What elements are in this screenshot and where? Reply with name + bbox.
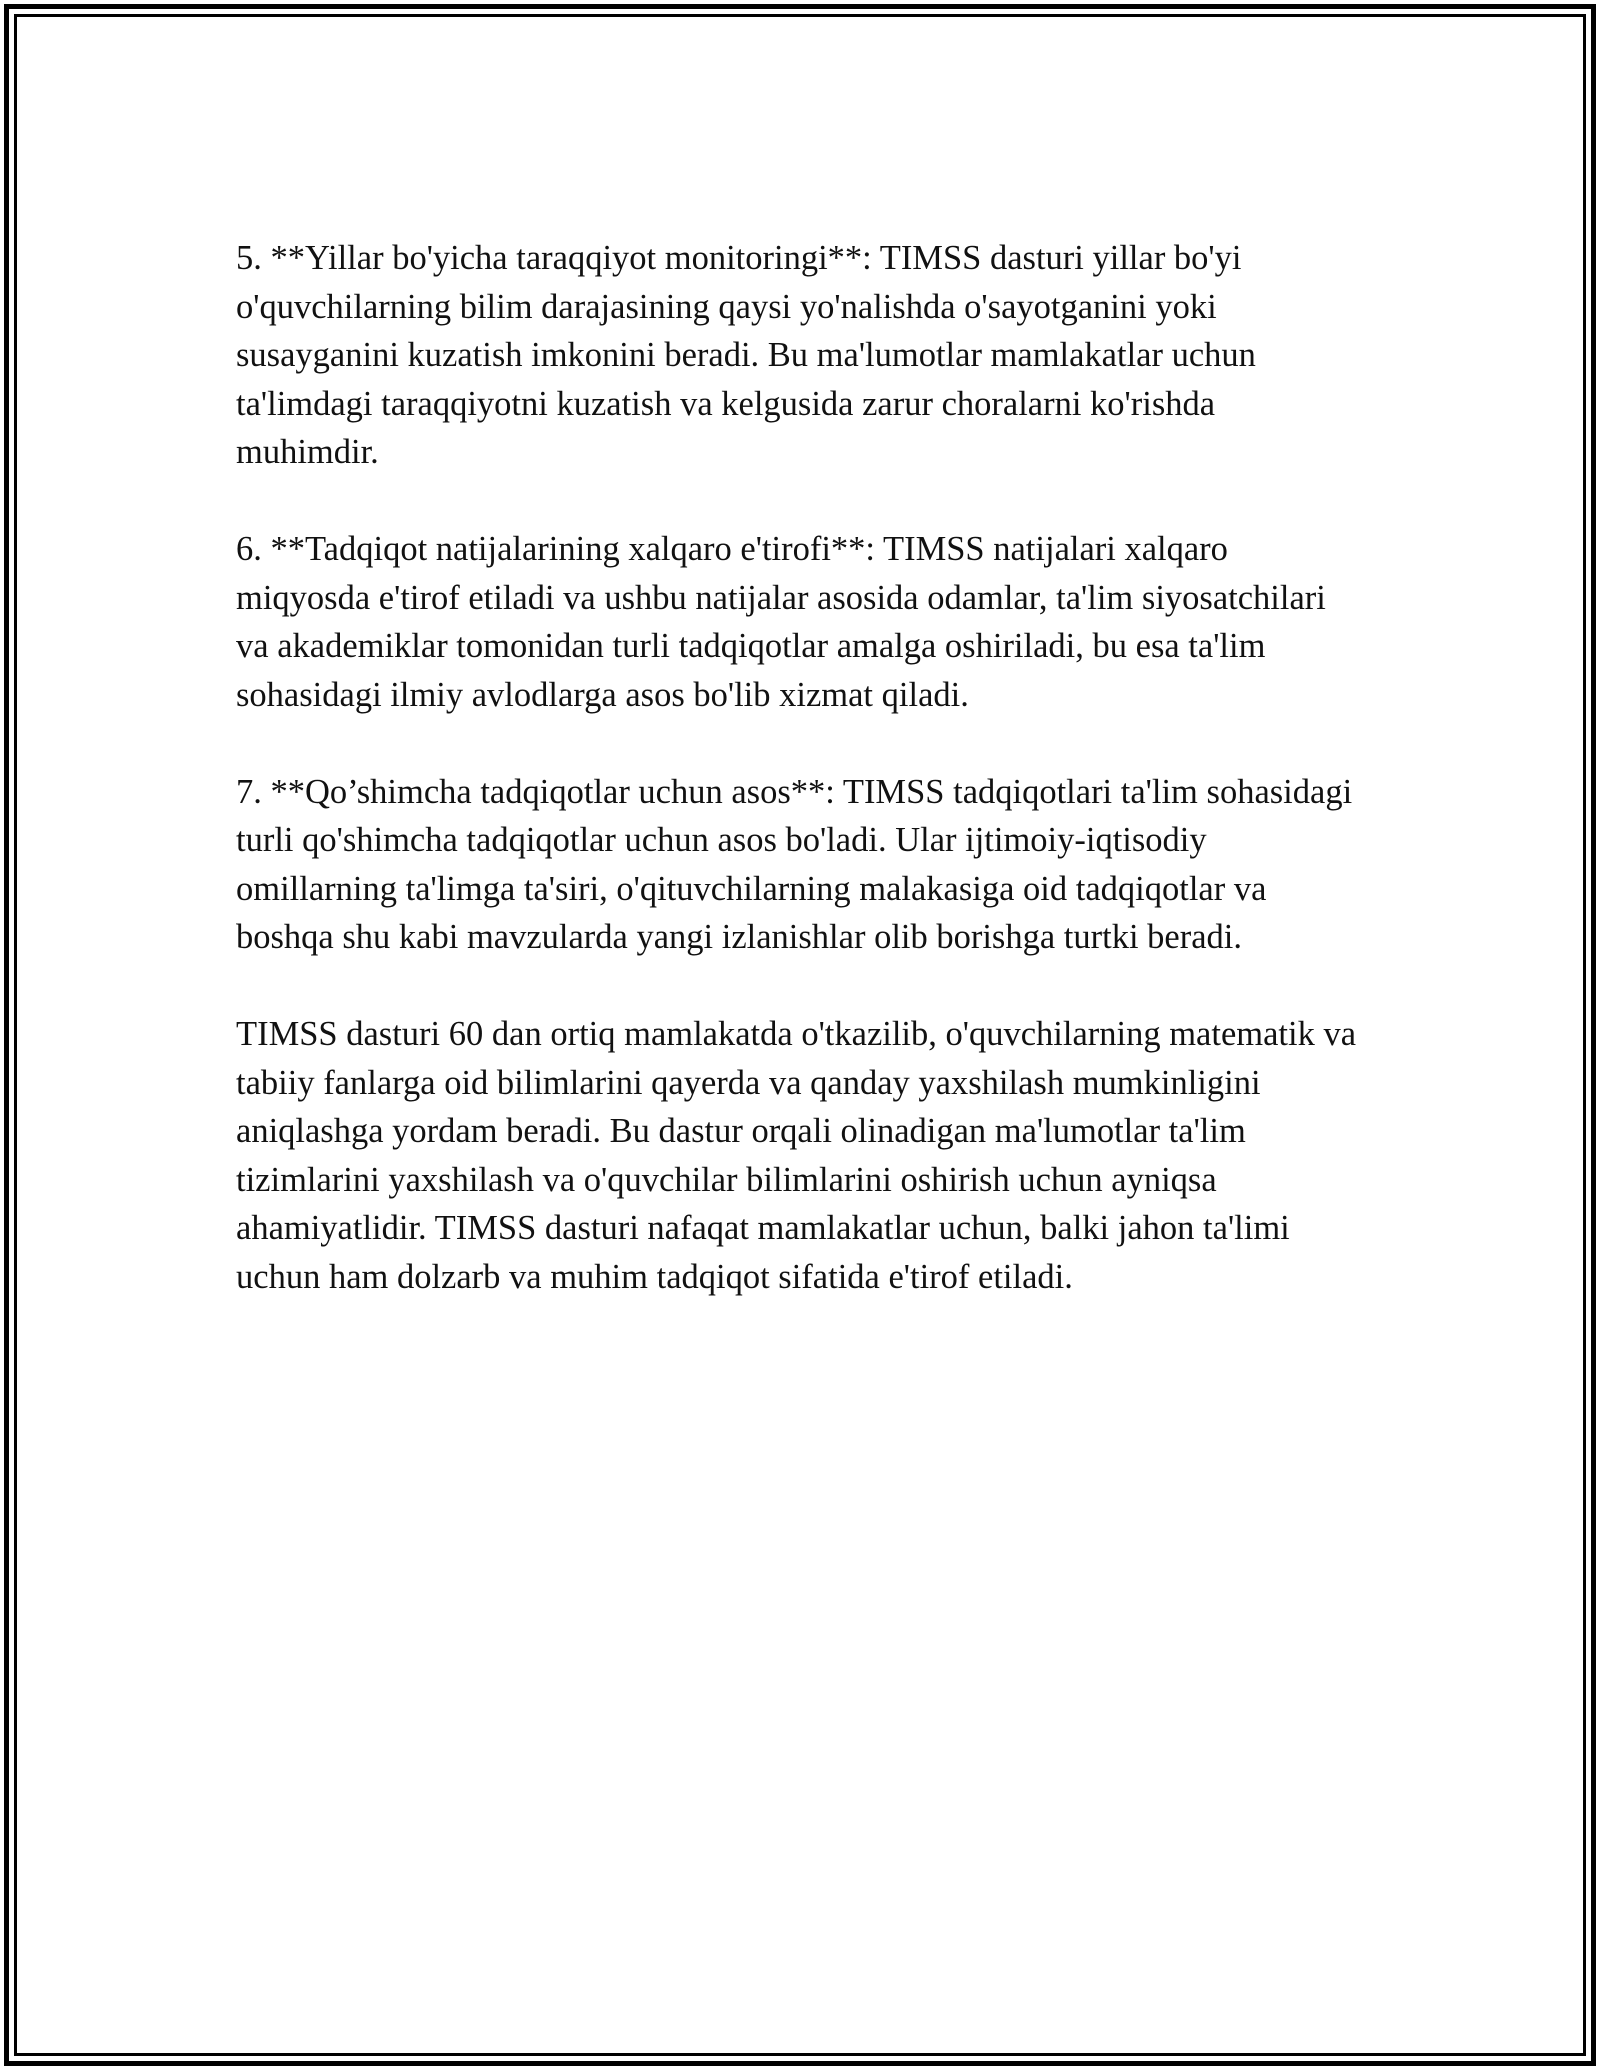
paragraph-item-6: 6. **Tadqiqot natijalarining xalqaro e'tirofi**: TIMSS natijalari xalqaro miqyosda e'tirof etiladi va ushbu natijalar asosida odamlar, ta'lim siyosatchilari va akademiklar tomonidan turli tadqiqotlar amalga oshiriladi, bu esa ta'lim sohasidagi ilmiy avlodlarga asos bo'lib xizmat qiladi. bbox=[236, 530, 1326, 714]
paragraph-conclusion: TIMSS dasturi 60 dan ortiq mamlakatda o'tkazilib, o'quvchilarning matematik va tabiiy fanlarga oid bilimlarini qayerda va qanday yaxshilash mumkinligini aniqlashga yordam beradi. Bu dastur orqali olinadigan ma'lumotlar ta'lim tizimlarini yaxshilash va o'quvchilar bilimlarini oshirish uchun ayniqsa ahamiyatlidir. TIMSS dasturi nafaqat mamlakatlar uchun, balki jahon ta'limi uchun ham dolzarb va muhim tadqiqot sifatida e'tirof etiladi. bbox=[236, 1015, 1357, 1296]
paragraph-item-5: 5. **Yillar bo'yicha taraqqiyot monitoringi**: TIMSS dasturi yillar bo'yi o'quvchilarning bilim darajasining qaysi yo'nalishda o'sayotganini yoki susayganini kuzatish imkonini beradi. Bu ma'lumotlar mamlakatlar uchun ta'limdagi taraqqiyotni kuzatish va kelgusida zarur choralarni ko'rishda muhimdir. bbox=[236, 239, 1256, 471]
paragraph-item-7: 7. **Qo’shimcha tadqiqotlar uchun asos**: TIMSS tadqiqotlari ta'lim sohasidagi turli qo'shimcha tadqiqotlar uchun asos bo'ladi. Ular ijtimoiy-iqtisodiy omillarning ta'limga ta'siri, o'qituvchilarning malakasiga oid tadqiqotlar va boshqa shu kabi mavzularda yangi izlanishlar olib borishga turtki beradi. bbox=[236, 772, 1353, 956]
document-body bbox=[236, 234, 1366, 1301]
